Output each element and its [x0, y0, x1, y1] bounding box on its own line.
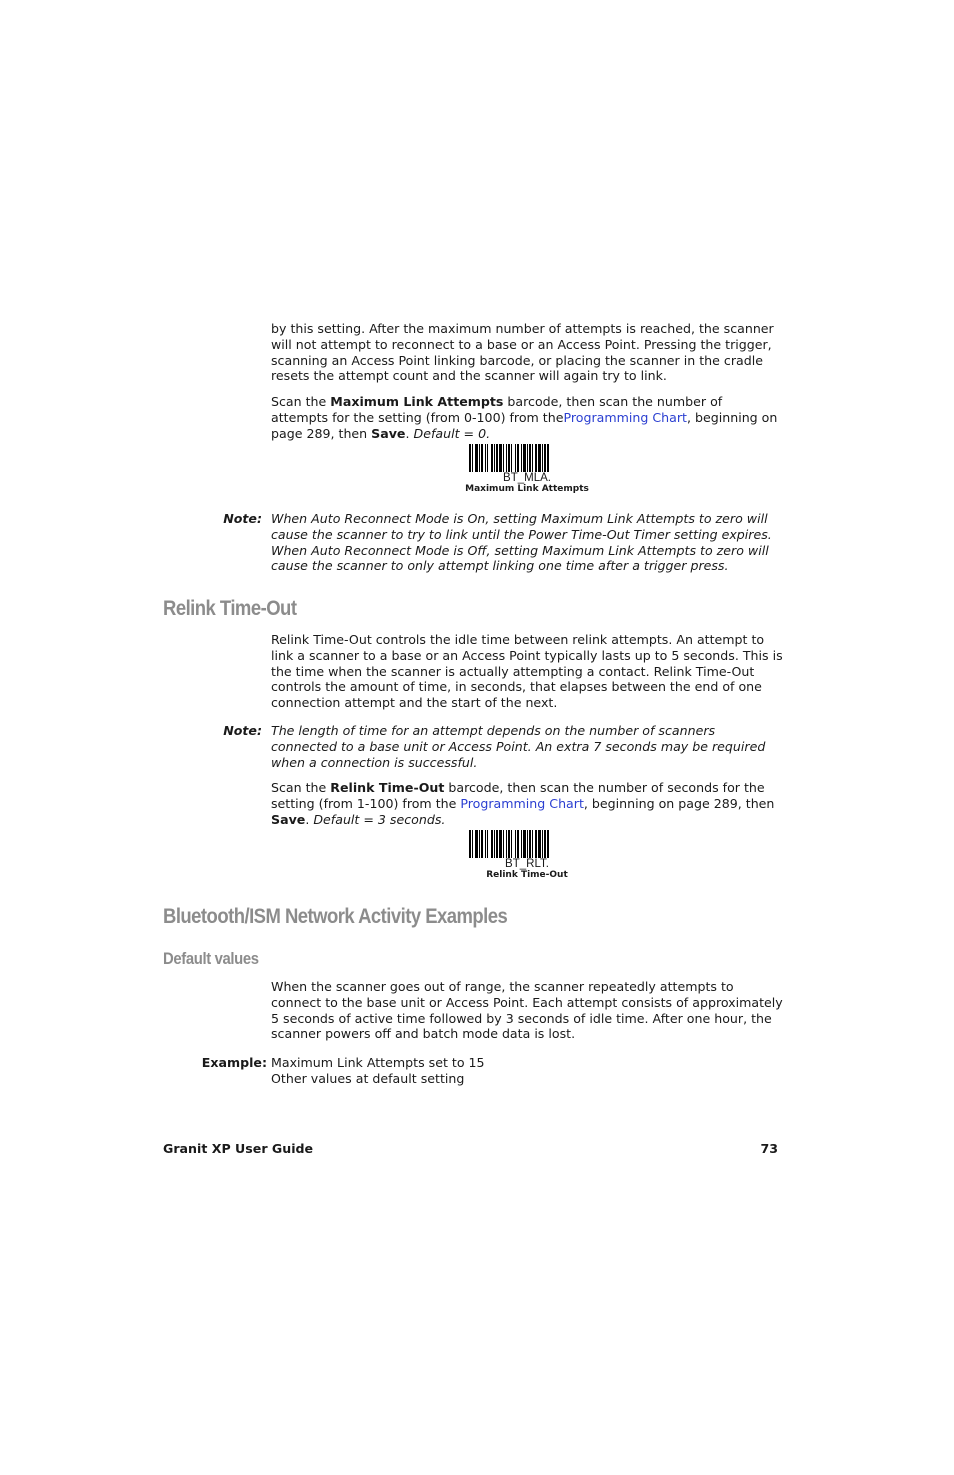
barcode-bar — [496, 444, 498, 472]
relink-text: Relink Time-Out controls the idle time between relink attempts. An attempt to link a scanner to a base or an Access Point typically lasts up to 5 seconds. This is the time when the scanner is actually attempting a contact. Relink Time-Out controls the amount of time, in seconds, that elapses between the end of one connection attempt and the start of the next. — [271, 632, 783, 711]
barcode-bar — [547, 830, 549, 858]
barcode-bar — [506, 830, 507, 858]
intro-text: by this setting. After the maximum number of attempts is reached, the scanner will not attempt to reconnect to a base or an Access Point. Pressing the trigger, scanning an Access Point linking barcode, or placing the scanner in the cradle resets the attempt count and the scanner will again try to link. — [271, 321, 774, 384]
barcode-bar — [542, 444, 543, 472]
barcode-bar — [481, 444, 483, 472]
barcode-bar — [472, 830, 473, 858]
barcode-bar — [515, 444, 516, 472]
note-label: Note: — [223, 723, 262, 738]
default-value: Default = 0. — [413, 425, 491, 441]
barcode-bar — [496, 830, 498, 858]
rlt-bold: Relink Time-Out — [330, 780, 445, 795]
example-line-1: Maximum Link Attempts set to 15 — [271, 1055, 485, 1070]
barcode-caption: Relink Time-Out — [486, 870, 568, 880]
barcode-bar — [529, 830, 531, 858]
barcode-bar — [523, 444, 526, 472]
barcode-bar — [511, 830, 512, 858]
mla-instructions: Scan the Maximum Link Attempts barcode, then scan the number of attempts for the setting (from 0-100) from theProgramming Chart, beginning on page 289, then Save. Default = 0. — [271, 394, 778, 441]
barcode-bar — [479, 444, 480, 472]
barcode-bar — [475, 444, 478, 472]
network-text: When the scanner goes out of range, the scanner repeatedly attempts to connect to the base unit or Access Point. Each attempt consists of approximately 5 seconds of active time followed by 3 seconds of idle time. After one hour, the scanner powers off and batch mode data is lost. — [271, 979, 783, 1042]
barcode-bar — [508, 830, 510, 858]
barcode-bar — [487, 444, 488, 472]
barcode-bar — [517, 444, 519, 472]
barcode-bar — [547, 444, 549, 472]
barcode-bar — [479, 830, 480, 858]
subheading-default-values: Default values — [163, 950, 259, 968]
barcode-bar — [485, 830, 486, 858]
relink-paragraph — [271, 632, 783, 711]
save-bold: Save — [271, 811, 306, 827]
barcode-bar — [523, 830, 526, 858]
barcode-bar — [475, 830, 478, 858]
example-line-2: Other values at default setting — [271, 1070, 465, 1086]
barcode-bar — [535, 830, 537, 858]
barcode-bar — [521, 444, 522, 472]
note-text: The length of time for an attempt depends on the number of scanners connected to a base unit or Access Point. An extra 7 seconds may be required when a connection is successful. — [271, 723, 766, 770]
footer-title: Granit XP User Guide — [163, 1141, 314, 1156]
barcode-bar — [481, 830, 483, 858]
barcode-bars — [469, 444, 585, 472]
barcode-bar — [521, 830, 522, 858]
barcode-bar — [499, 830, 502, 858]
barcode-caption: Maximum Link Attempts — [465, 484, 589, 494]
barcode-bar — [503, 444, 504, 472]
default-value: Default = 3 seconds. — [313, 811, 446, 827]
barcode-bar — [532, 444, 533, 472]
barcode-bar — [538, 830, 541, 858]
barcode-bar — [517, 830, 519, 858]
barcode-bar — [487, 830, 488, 858]
barcode-max-link-attempts[interactable] — [447, 444, 607, 495]
section-heading-network: Bluetooth/ISM Network Activity Examples — [163, 905, 508, 928]
barcode-bar — [538, 444, 541, 472]
barcode-bar — [491, 444, 493, 472]
section-heading-relink: Relink Time-Out — [163, 597, 297, 620]
barcode-bar — [494, 830, 495, 858]
note-label: Note: — [223, 511, 262, 526]
intro-paragraph — [271, 321, 783, 384]
network-paragraph — [271, 979, 783, 1042]
save-bold: Save — [371, 425, 406, 441]
barcode-bar — [494, 444, 495, 472]
barcode-bar — [515, 830, 516, 858]
barcode-bar — [527, 444, 528, 472]
rlt-instructions: Scan the Relink Time-Out barcode, then scan the number of seconds for the setting (from 1-100) from the Programming Chart, beginning on page 289, then Save. Default = 3 seconds. — [271, 780, 775, 827]
barcode-bar — [542, 830, 543, 858]
barcode-bar — [532, 830, 533, 858]
barcode-bar — [508, 444, 510, 472]
barcode-bar — [499, 444, 502, 472]
barcode-bar — [529, 444, 531, 472]
page-number: 73 — [760, 1141, 778, 1156]
barcode-bar — [469, 444, 471, 472]
barcode-code: BT_MLA. — [503, 472, 551, 484]
barcode-bar — [535, 444, 537, 472]
mla-bold: Maximum Link Attempts — [330, 394, 504, 409]
barcode-bar — [527, 830, 528, 858]
barcode-relink-time-out[interactable] — [447, 830, 607, 881]
barcode-bar — [503, 830, 504, 858]
barcode-bar — [544, 830, 546, 858]
barcode-bar — [472, 444, 473, 472]
barcode-bar — [511, 444, 512, 472]
note-text: When Auto Reconnect Mode is On, setting Maximum Link Attempts to zero will cause the scanner to try to link until the Power Time-Out Timer setting expires. When Auto Reconnect Mode is Off, setting Maximum Link Attempts to zero will cause the scanner to only attempt linking one time after a trigger press. — [271, 511, 772, 574]
barcode-code: BT_RLT. — [505, 858, 549, 870]
programming-chart-link[interactable]: Programming Chart — [460, 795, 584, 811]
programming-chart-link[interactable]: Programming Chart — [563, 409, 687, 425]
barcode-bar — [506, 444, 507, 472]
barcode-bar — [469, 830, 471, 858]
barcode-bar — [544, 444, 546, 472]
example-label: Example: — [201, 1055, 267, 1070]
barcode-bar — [491, 830, 493, 858]
barcode-bar — [485, 444, 486, 472]
example-text — [271, 1055, 783, 1087]
barcode-bars — [469, 830, 585, 858]
